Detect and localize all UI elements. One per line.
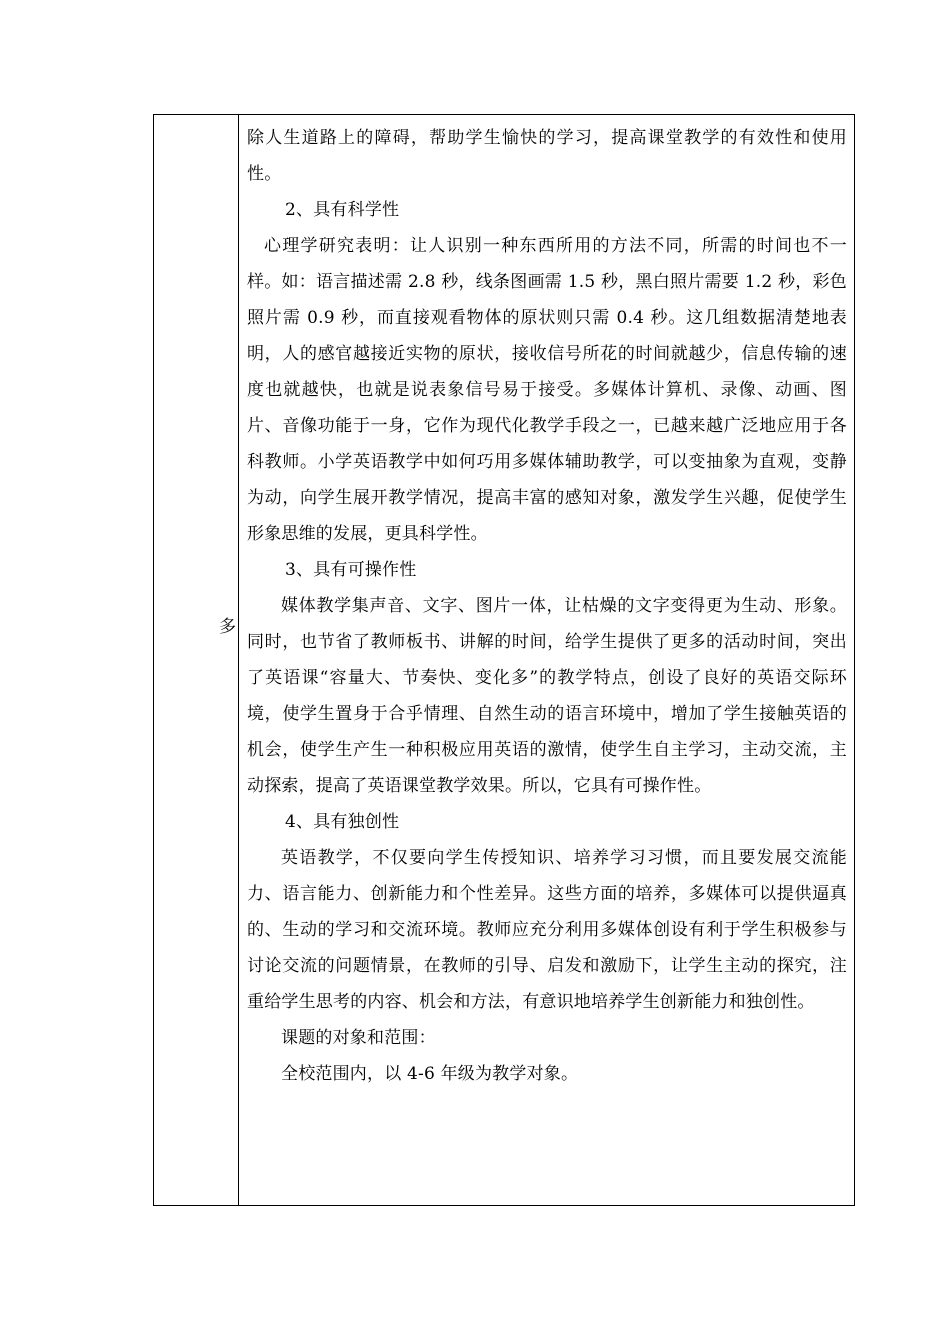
content-cell <box>247 120 847 1092</box>
paragraph-media-teaching: 媒体教学集声音、文字、图片一体，让枯燥的文字变得更为生动、形象。同时，也节省了教师板书、讲解的时间，给学生提供了更多的活动时间，突出了英语课“容量大、节奏快、变化多”的教学特点，创设了良好的英语交际环境，使学生置身于合乎情理、自然生动的语言环境中，增加了学生接触英语的机会，使学生产生一种积极应用英语的激情，使学生自主学习，主动交流，主动探索，提高了英语课堂教学效果。所以，它具有可操作性。 <box>247 596 847 796</box>
paragraph-english-teaching: 英语教学，不仅要向学生传授知识、培养学习习惯，而且要发展交流能力、语言能力、创新能力和个性差异。这些方面的培养，多媒体可以提供逼真的、生动的学习和交流环境。教师应充分利用多媒体创设有利于学生积极参与讨论交流的问题情景，在教师的引导、启发和激励下，让学生主动的探究，注重给学生思考的内容、机会和方法，有意识地培养学生创新能力和独创性。 <box>247 848 847 1012</box>
heading-operable: 3、具有可操作性 <box>285 560 417 580</box>
heading-scientific: 2、具有科学性 <box>285 200 400 220</box>
heading-originality: 4、具有独创性 <box>285 812 400 832</box>
paragraph-scope: 全校范围内，以 4-6 年级为教学对象。 <box>281 1064 579 1084</box>
side-column-label: 多 <box>219 617 236 637</box>
paragraph-continuation: 除人生道路上的障碍，帮助学生愉快的学习，提高课堂教学的有效性和使用性。 <box>247 128 847 184</box>
paragraph-psychology: 心理学研究表明：让人识别一种东西所用的方法不同，所需的时间也不一样。如：语言描述需 2.8 秒，线条图画需 1.5 秒，黑白照片需要 1.2 秒，彩色照片需 0.9 秒，而直接观看物体的原状则只需 0.4 秒。这几组数据清楚地表明，人的感官越接近实物的原状，接收信号所花的时间就越少，信息传输的速度也就越快，也就是说表象信号易于接受。多媒体计算机、录像、动画、图片、音像功能于一身，它作为现代化教学手段之一，已越来越广泛地应用于各科教师。小学英语教学中如何巧用多媒体辅助教学，可以变抽象为直观，变静为动，向学生展开教学情况，提高丰富的感知对象，激发学生兴趣，促使学生形象思维的发展，更具科学性。 <box>247 236 847 544</box>
paragraph-scope-heading: 课题的对象和范围： <box>281 1028 436 1048</box>
column-divider <box>238 114 239 1206</box>
